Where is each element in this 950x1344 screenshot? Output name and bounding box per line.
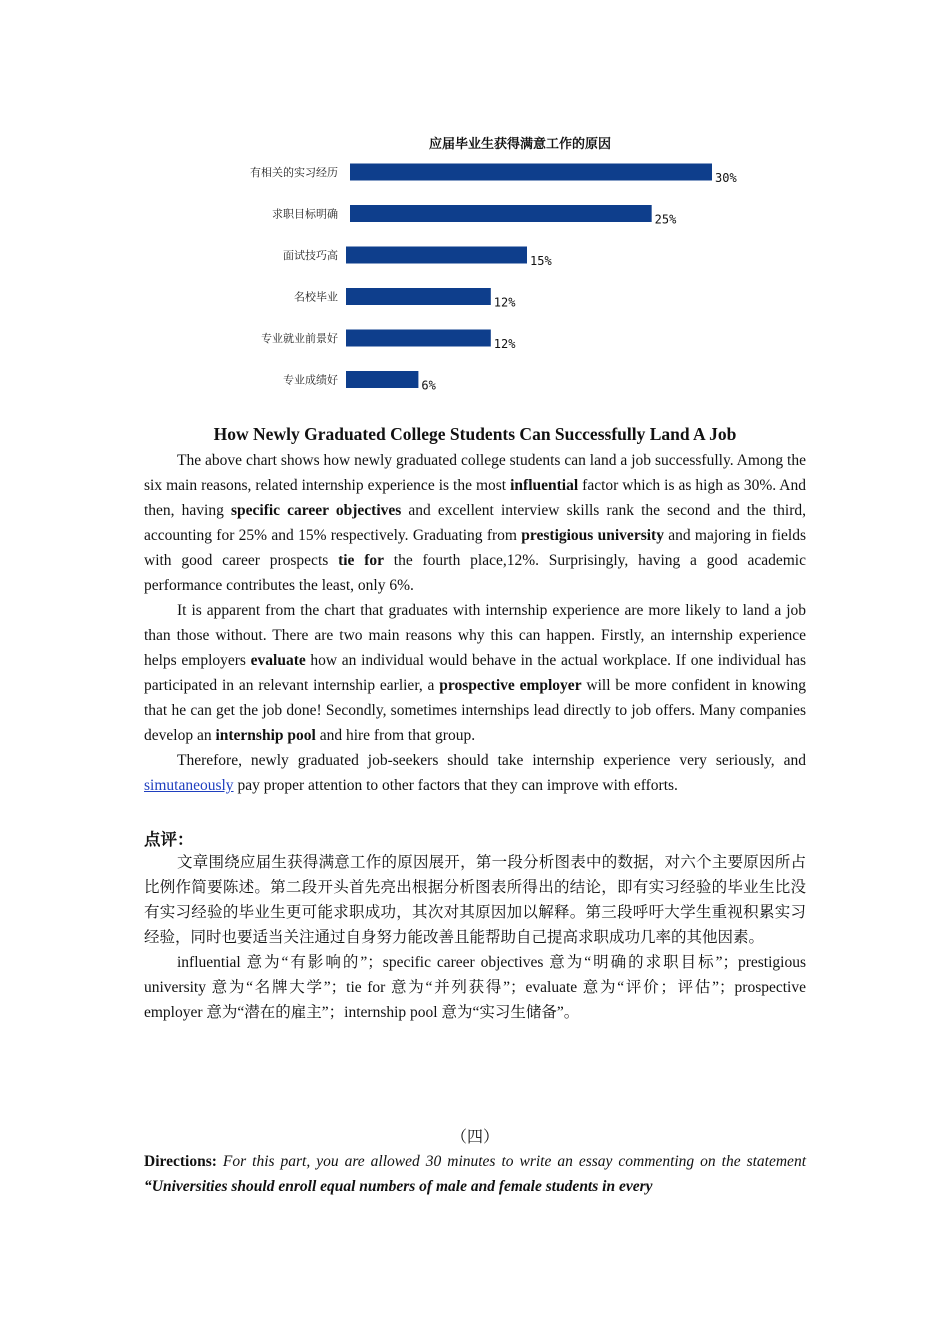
- bar: [346, 330, 491, 347]
- section-number: （四）: [450, 1129, 499, 1146]
- value-label: 12%: [493, 337, 516, 351]
- value-label: 15%: [530, 254, 552, 268]
- category-label: 专业就业前景好: [261, 332, 338, 345]
- bar: [346, 371, 418, 388]
- bar: [346, 247, 527, 264]
- value-label: 6%: [421, 378, 436, 393]
- category-label: 有相关的实习经历: [250, 166, 338, 179]
- review-body: [144, 850, 806, 1025]
- category-label: 专业成绩好: [283, 373, 338, 387]
- value-label: 12%: [493, 295, 516, 310]
- review-paragraph-2: influential 意为“有影响的”；specific career objectives 意为“明确的求职目标”；prestigious university 意为“名牌大学”；tie for 意为“并列获得”；evaluate 意为“评价；评估”；prospective employer 意为“潜在的雇主”；internship pool 意为“实习生储备”。: [144, 954, 806, 1021]
- article-body: [144, 448, 806, 798]
- bar-chart: [220, 128, 760, 398]
- simutaneously-link[interactable]: simutaneously: [144, 777, 234, 794]
- directions-label: Directions:: [144, 1153, 217, 1170]
- value-label: 25%: [654, 212, 677, 227]
- directions: Directions: For this part, you are allowed 30 minutes to write an essay commenting on the statement “Universities should enroll equal numbers of male and female students in every: [144, 1153, 806, 1195]
- paragraph-2: It is apparent from the chart that graduates with internship experience are more likely to land a job than those without. There are two main reasons why this can happen. Firstly, an internship experience helps employers evaluate how an individual would behave in the actual workplace. If one individual has participated in an relevant internship earlier, a prospective employer will be more confident in knowing that he can get the job done! Secondly, sometimes internships lead directly to job offers. Many companies develop an internship pool and hire from that group.: [144, 602, 806, 744]
- review-heading: 点评：: [144, 830, 194, 849]
- paragraph-3: Therefore, newly graduated job-seekers should take internship experience very seriously, and simutaneously pay proper attention to other factors that they can improve with efforts.: [144, 752, 806, 794]
- article-title: How Newly Graduated College Students Can Successfully Land A Job: [213, 424, 737, 444]
- category-label: 面试技巧高: [283, 249, 338, 262]
- category-label: 名校毕业: [294, 290, 338, 304]
- chart-bars: [250, 164, 737, 393]
- bar: [350, 205, 652, 222]
- bar: [350, 164, 712, 181]
- paragraph-1: The above chart shows how newly graduated college students can land a job successfully. Among the six main reasons, related internship experience is the most influential factor which is as high as 30%. And then, having specific career objectives and excellent interview skills rank the second and the third, accounting for 25% and 15% respectively. Graduating from prestigious university and majoring in fields with good career prospects tie for the fourth place,12%. Surprisingly, having a good academic performance contributes the least, only 6%.: [144, 452, 807, 594]
- review-paragraph-1: 文章围绕应届生获得满意工作的原因展开，第一段分析图表中的数据，对六个主要原因所占比例作简要陈述。第二段开头首先亮出根据分析图表所得出的结论，即有实习经验的毕业生比没有实习经验的毕业生更可能求职成功，其次对其原因加以解释。第三段呼吁大学生重视积累实习经验，同时也要适当关注通过自身努力能改善且能帮助自己提高求职成功几率的其他因素。: [144, 854, 806, 946]
- category-label: 求职目标明确: [272, 207, 338, 221]
- value-label: 30%: [715, 171, 737, 185]
- bar: [346, 288, 491, 305]
- chart-title: 应届毕业生获得满意工作的原因: [428, 137, 612, 152]
